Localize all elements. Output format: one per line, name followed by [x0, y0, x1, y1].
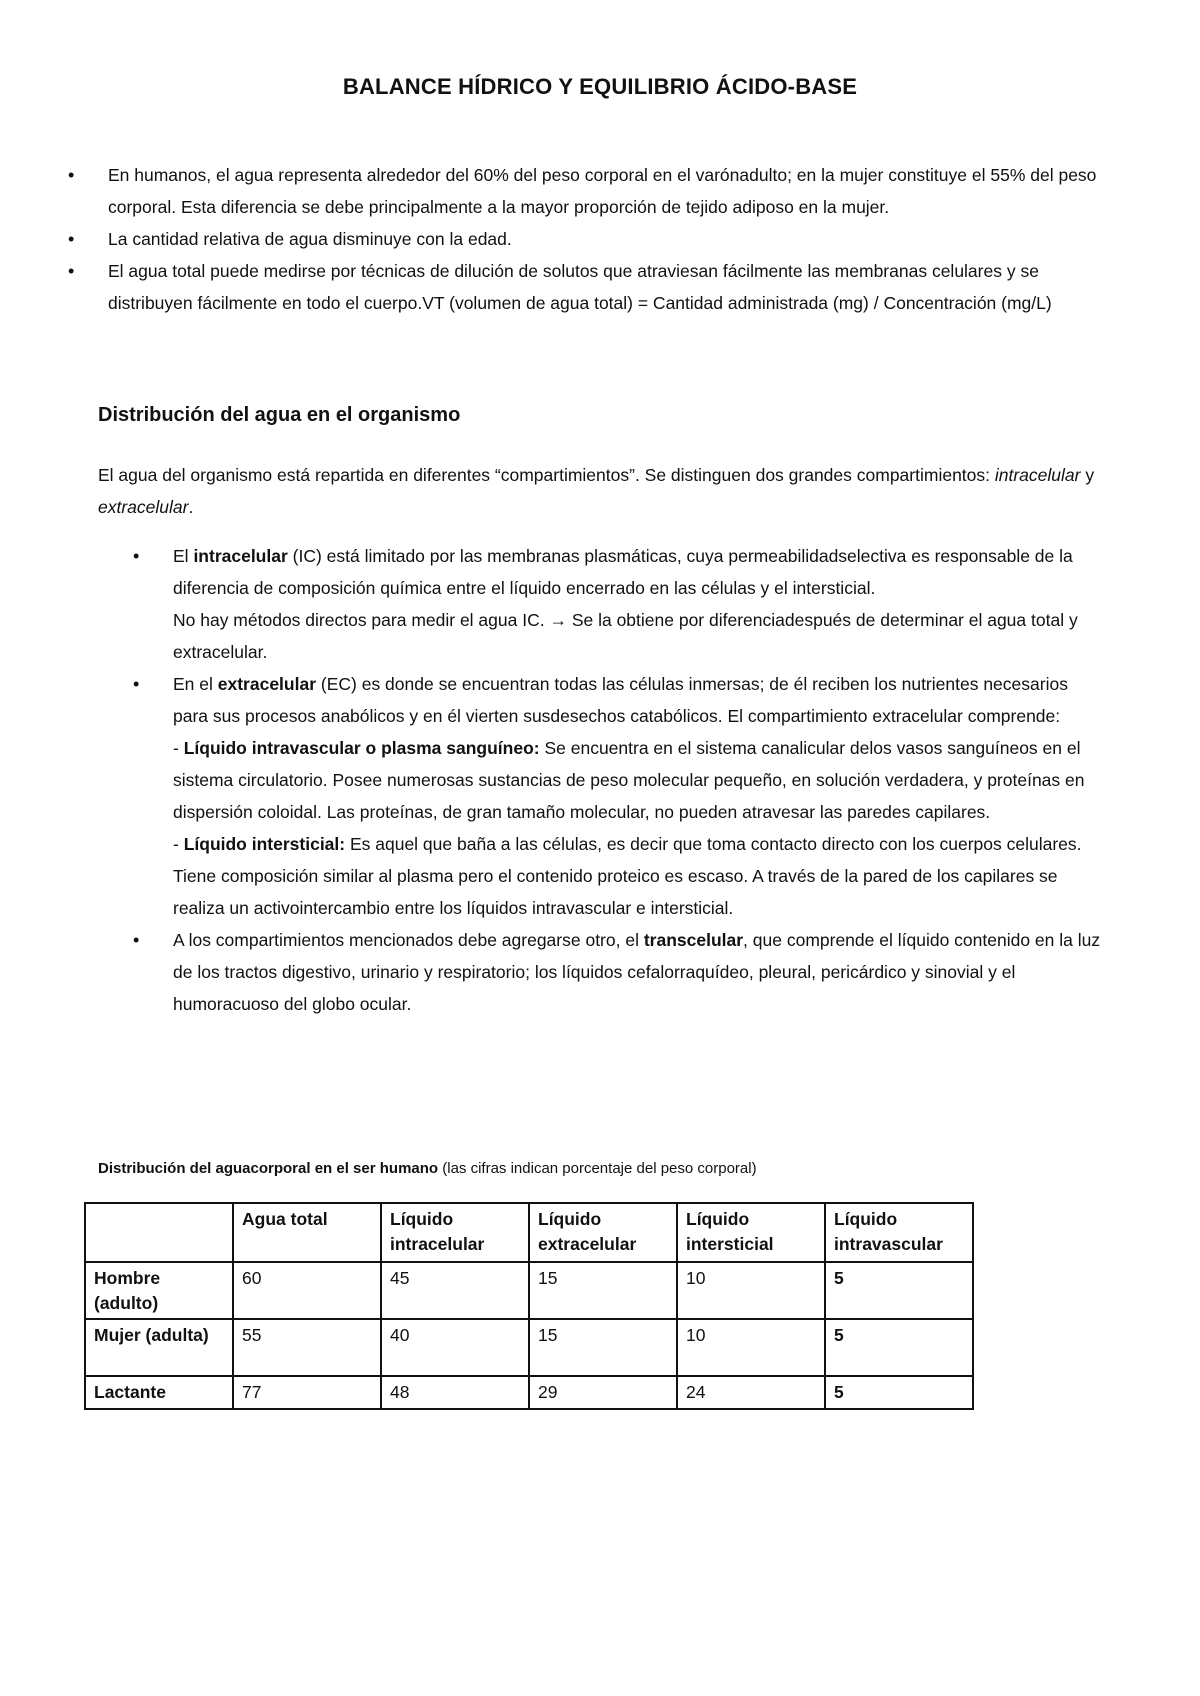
header-cell: Líquido intravascular	[825, 1203, 973, 1262]
table-cell: 77	[233, 1376, 381, 1409]
intro-bullet-list	[98, 159, 1098, 319]
dash: -	[173, 738, 184, 758]
table-cell: 10	[677, 1262, 825, 1319]
paragraph-text: .	[188, 497, 194, 517]
table-cell: 60	[233, 1262, 381, 1319]
table-cell: 24	[677, 1376, 825, 1409]
table-header-row	[85, 1203, 973, 1262]
bullet-transcelular	[163, 924, 1103, 1020]
bullet-text: , que comprende el líquido contenido en la luz de los tractos digestivo, urinario y respiratorio; los líquidos cefalorraquídeo, pleural, pericárdico y sinovial y el humoracuoso del globo ocular.	[173, 930, 1101, 1014]
table-cell: 45	[381, 1262, 529, 1319]
bullet-text: (IC) está limitado por las membranas plasmáticas, cuya permeabilidadselectiva es responsable de la diferencia de composición química entre el líquido encerrado en las células y el intersticial.	[173, 546, 1073, 598]
extracelular-term: extracelular	[98, 497, 189, 517]
bullet-note: Se la obtiene por diferenciadespués de determinar el agua total y extracelular.	[173, 610, 1078, 662]
header-cell	[85, 1203, 233, 1262]
bullet-text: El	[173, 546, 194, 566]
header-cell: Líquido extracelular	[529, 1203, 677, 1262]
header-cell: Líquido intracelular	[381, 1203, 529, 1262]
intro-bullet: • En humanos, el agua representa alrededor del 60% del peso corporal en el varónadulto; en la mujer constituye el 55% del peso corporal. Esta diferencia se debe principalmente a la mayor proporción de tejido adiposo en la mujer.	[98, 159, 1098, 223]
bullet-bold-term: intracelular	[193, 546, 288, 566]
dash: -	[173, 834, 184, 854]
table-cell: 15	[529, 1319, 677, 1376]
table-cell: 5	[825, 1262, 973, 1319]
sub-item-title: Líquido intersticial:	[183, 834, 346, 854]
table-row	[85, 1262, 973, 1319]
header-cell: Agua total	[233, 1203, 381, 1262]
table-cell: 40	[381, 1319, 529, 1376]
paragraph-text: El agua del organismo está repartida en diferentes “compartimientos”. Se distinguen dos grandes compartimientos:	[98, 465, 995, 485]
table-cell: 29	[529, 1376, 677, 1409]
table-cell: 48	[381, 1376, 529, 1409]
bullet-bold-term: extracelular	[217, 674, 317, 694]
sub-item-text: Se encuentra en el sistema canalicular delos vasos sanguíneos en el sistema circulatorio. Posee numerosas sustancias de peso molecular pequeño, en solución verdadera, y proteínas en dispersión coloidal. Las proteínas, de gran tamaño molecular, no pueden atravesar las paredes capilares.	[173, 738, 1085, 822]
table-cell: 10	[677, 1319, 825, 1376]
compartment-bullet-list	[163, 540, 1103, 1020]
sub-item-text: Es aquel que baña a las células, es decir que toma contacto directo con los cuerpos celulares. Tiene composición similar al plasma pero el contenido proteico es escaso. A través de la pared de los capilares se realiza un activointercambio entre los líquidos intravascular e intersticial.	[173, 834, 1082, 918]
section-paragraph	[98, 459, 1098, 523]
bullet-intracelular	[163, 540, 1103, 668]
caption-bold: Distribución del aguacorporal en el ser humano	[98, 1160, 439, 1177]
intro-bullet: • La cantidad relativa de agua disminuye con la edad.	[98, 223, 1098, 255]
row-label: Mujer (adulta)	[85, 1319, 233, 1376]
table-cell: 5	[825, 1376, 973, 1409]
row-label: Hombre (adulto)	[85, 1262, 233, 1319]
intracelular-term: intracelular	[994, 465, 1081, 485]
table-row	[85, 1319, 973, 1376]
bullet-text: (EC) es donde se encuentran todas las células inmersas; de él reciben los nutrientes necesarios para sus procesos anabólicos y en él vierten susdesechos catabólicos. El compartimiento extracelular comprende:	[173, 674, 1068, 726]
sub-item-title: Líquido intravascular o plasma sanguíneo:	[183, 738, 540, 758]
intro-bullet: • El agua total puede medirse por técnicas de dilución de solutos que atraviesan fácilmente las membranas celulares y se distribuyen fácilmente en todo el cuerpo.VT (volumen de agua total) = Cantidad administrada (mg) / Concentración (mg/L)	[98, 255, 1098, 319]
document-title: BALANCE HÍDRICO Y EQUILIBRIO ÁCIDO-BASE	[342, 74, 858, 99]
water-distribution-table	[84, 1202, 974, 1410]
table-cell: 5	[825, 1319, 973, 1376]
arrow-right-icon: →	[549, 610, 567, 630]
bullet-extracelular	[163, 668, 1103, 924]
table-cell: 15	[529, 1262, 677, 1319]
table-cell: 55	[233, 1319, 381, 1376]
caption-rest: (las cifras indican porcentaje del peso corporal)	[438, 1160, 757, 1177]
header-cell: Líquido intersticial	[677, 1203, 825, 1262]
table-caption	[98, 1160, 757, 1177]
bullet-bold-term: transcelular	[643, 930, 744, 950]
bullet-note: No hay métodos directos para medir el agua IC.	[173, 610, 550, 630]
bullet-text: En el	[173, 674, 218, 694]
section-heading: Distribución del agua en el organismo	[98, 404, 461, 426]
bullet-text: A los compartimientos mencionados debe agregarse otro, el	[173, 930, 644, 950]
row-label: Lactante	[85, 1376, 233, 1409]
paragraph-text: y	[1080, 465, 1095, 485]
table-row	[85, 1376, 973, 1409]
